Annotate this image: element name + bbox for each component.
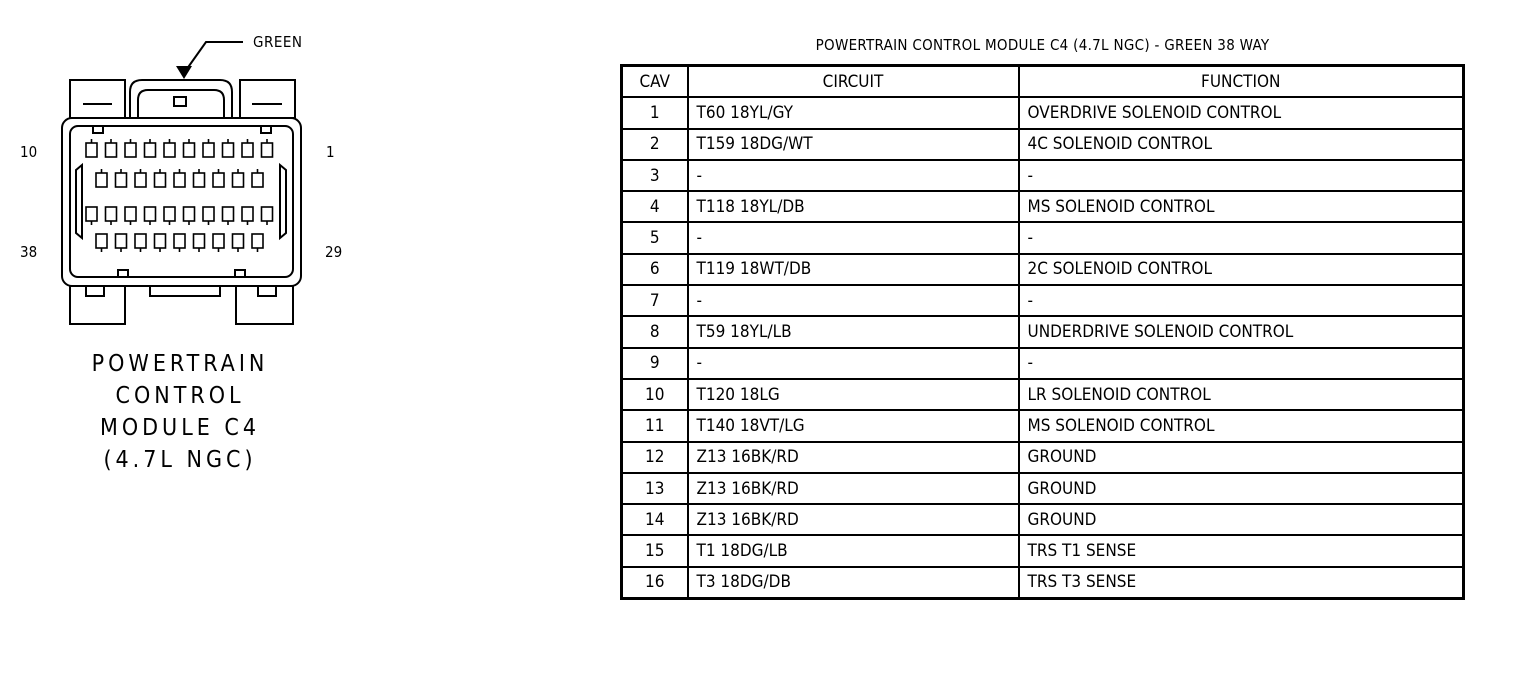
pin-cavity (213, 173, 224, 187)
table-row (622, 191, 1464, 222)
pin-label-29: 29 (325, 243, 343, 261)
column-header-function: FUNCTION (1019, 66, 1464, 98)
function-cell: 2C SOLENOID CONTROL (1019, 254, 1464, 285)
table-row (622, 316, 1464, 347)
pin-cavity (233, 234, 244, 248)
table-row (622, 129, 1464, 160)
circuit-cell: T118 18YL/DB (688, 191, 1019, 222)
table-row (622, 410, 1464, 441)
connector-name-line: POWERTRAIN (91, 351, 269, 377)
function-cell: GROUND (1019, 504, 1464, 535)
function-cell: TRS T3 SENSE (1019, 567, 1464, 599)
pin-label-38: 38 (20, 243, 38, 261)
pin-cavity (223, 143, 234, 157)
pin-cavity (135, 234, 146, 248)
function-cell: TRS T1 SENSE (1019, 535, 1464, 566)
circuit-cell: T120 18LG (688, 379, 1019, 410)
pin-cavity (155, 173, 166, 187)
function-cell: OVERDRIVE SOLENOID CONTROL (1019, 97, 1464, 128)
table-row (622, 222, 1464, 253)
function-cell: MS SOLENOID CONTROL (1019, 410, 1464, 441)
circuit-cell: - (688, 285, 1019, 316)
pin-cavity (135, 173, 146, 187)
pin-cavity (213, 234, 224, 248)
pin-cavity (203, 143, 214, 157)
connector-name-line: MODULE C4 (99, 415, 260, 441)
connector-name (60, 348, 300, 476)
circuit-cell: - (688, 160, 1019, 191)
pin-cavity (184, 143, 195, 157)
cav-cell: 7 (622, 285, 688, 316)
pin-cavity (262, 143, 273, 157)
function-cell: - (1019, 285, 1464, 316)
column-header-cav: CAV (622, 66, 688, 98)
pin-cavity (96, 173, 107, 187)
cav-cell: 8 (622, 316, 688, 347)
pin-cavity (252, 173, 263, 187)
table-row (622, 160, 1464, 191)
cav-cell: 11 (622, 410, 688, 441)
circuit-cell: T119 18WT/DB (688, 254, 1019, 285)
function-cell: - (1019, 222, 1464, 253)
connector-name-line: CONTROL (115, 383, 245, 409)
cav-cell: 2 (622, 129, 688, 160)
circuit-cell: - (688, 348, 1019, 379)
cav-cell: 12 (622, 442, 688, 473)
table-row (622, 285, 1464, 316)
table-row (622, 504, 1464, 535)
cav-cell: 15 (622, 535, 688, 566)
pin-cavity (145, 207, 156, 221)
pin-cavity (194, 173, 205, 187)
table-row (622, 97, 1464, 128)
table-header-row (622, 66, 1464, 98)
circuit-cell: Z13 16BK/RD (688, 473, 1019, 504)
table-row (622, 442, 1464, 473)
pin-cavity (194, 234, 205, 248)
circuit-cell: T140 18VT/LG (688, 410, 1019, 441)
table-title: POWERTRAIN CONTROL MODULE C4 (4.7L NGC) - GREEN 38 WAY (815, 36, 1270, 54)
cav-cell: 9 (622, 348, 688, 379)
circuit-cell: T60 18YL/GY (688, 97, 1019, 128)
pin-cavity (184, 207, 195, 221)
pin-cavity (106, 143, 117, 157)
pin-cavity (242, 143, 253, 157)
pin-cavity (155, 234, 166, 248)
pin-cavity (86, 143, 97, 157)
table-row (622, 379, 1464, 410)
table-row (622, 254, 1464, 285)
pin-cavity (174, 173, 185, 187)
function-cell: 4C SOLENOID CONTROL (1019, 129, 1464, 160)
pin-cavity (174, 234, 185, 248)
pin-cavity (262, 207, 273, 221)
pin-cavity (125, 143, 136, 157)
pin-cavity (242, 207, 253, 221)
connector-drawing (0, 0, 600, 674)
cav-cell: 14 (622, 504, 688, 535)
circuit-cell: T159 18DG/WT (688, 129, 1019, 160)
function-cell: GROUND (1019, 442, 1464, 473)
pin-cavity (233, 173, 244, 187)
pin-label-1: 1 (326, 143, 335, 161)
function-cell: - (1019, 160, 1464, 191)
cav-cell: 1 (622, 97, 688, 128)
circuit-cell: T59 18YL/LB (688, 316, 1019, 347)
function-cell: UNDERDRIVE SOLENOID CONTROL (1019, 316, 1464, 347)
cav-cell: 3 (622, 160, 688, 191)
cav-cell: 6 (622, 254, 688, 285)
table-row (622, 473, 1464, 504)
table-row (622, 567, 1464, 599)
cav-cell: 4 (622, 191, 688, 222)
function-cell: GROUND (1019, 473, 1464, 504)
pin-cavity (164, 143, 175, 157)
pin-cavity (145, 143, 156, 157)
pinout-table-body (622, 97, 1464, 598)
circuit-cell: Z13 16BK/RD (688, 442, 1019, 473)
pin-cavity (86, 207, 97, 221)
cav-cell: 5 (622, 222, 688, 253)
pin-cavity (164, 207, 175, 221)
pin-cavity (125, 207, 136, 221)
pinout-table (620, 64, 1465, 600)
connector-figure (0, 0, 600, 674)
pin-cavity (203, 207, 214, 221)
function-cell: - (1019, 348, 1464, 379)
function-cell: MS SOLENOID CONTROL (1019, 191, 1464, 222)
cav-cell: 10 (622, 379, 688, 410)
cav-cell: 16 (622, 567, 688, 599)
pin-cavity (116, 173, 127, 187)
table-row (622, 535, 1464, 566)
pin-cavity (252, 234, 263, 248)
pin-cavity (116, 234, 127, 248)
pin-cavity (96, 234, 107, 248)
cav-cell: 13 (622, 473, 688, 504)
color-callout-label: GREEN (253, 33, 303, 51)
pin-label-10: 10 (20, 143, 38, 161)
function-cell: LR SOLENOID CONTROL (1019, 379, 1464, 410)
circuit-cell: T1 18DG/LB (688, 535, 1019, 566)
circuit-cell: Z13 16BK/RD (688, 504, 1019, 535)
table-row (622, 348, 1464, 379)
circuit-cell: T3 18DG/DB (688, 567, 1019, 599)
connector-name-line: (4.7L NGC) (103, 447, 257, 473)
circuit-cell: - (688, 222, 1019, 253)
column-header-circuit: CIRCUIT (688, 66, 1019, 98)
pin-cavity (106, 207, 117, 221)
pin-cavity (223, 207, 234, 221)
